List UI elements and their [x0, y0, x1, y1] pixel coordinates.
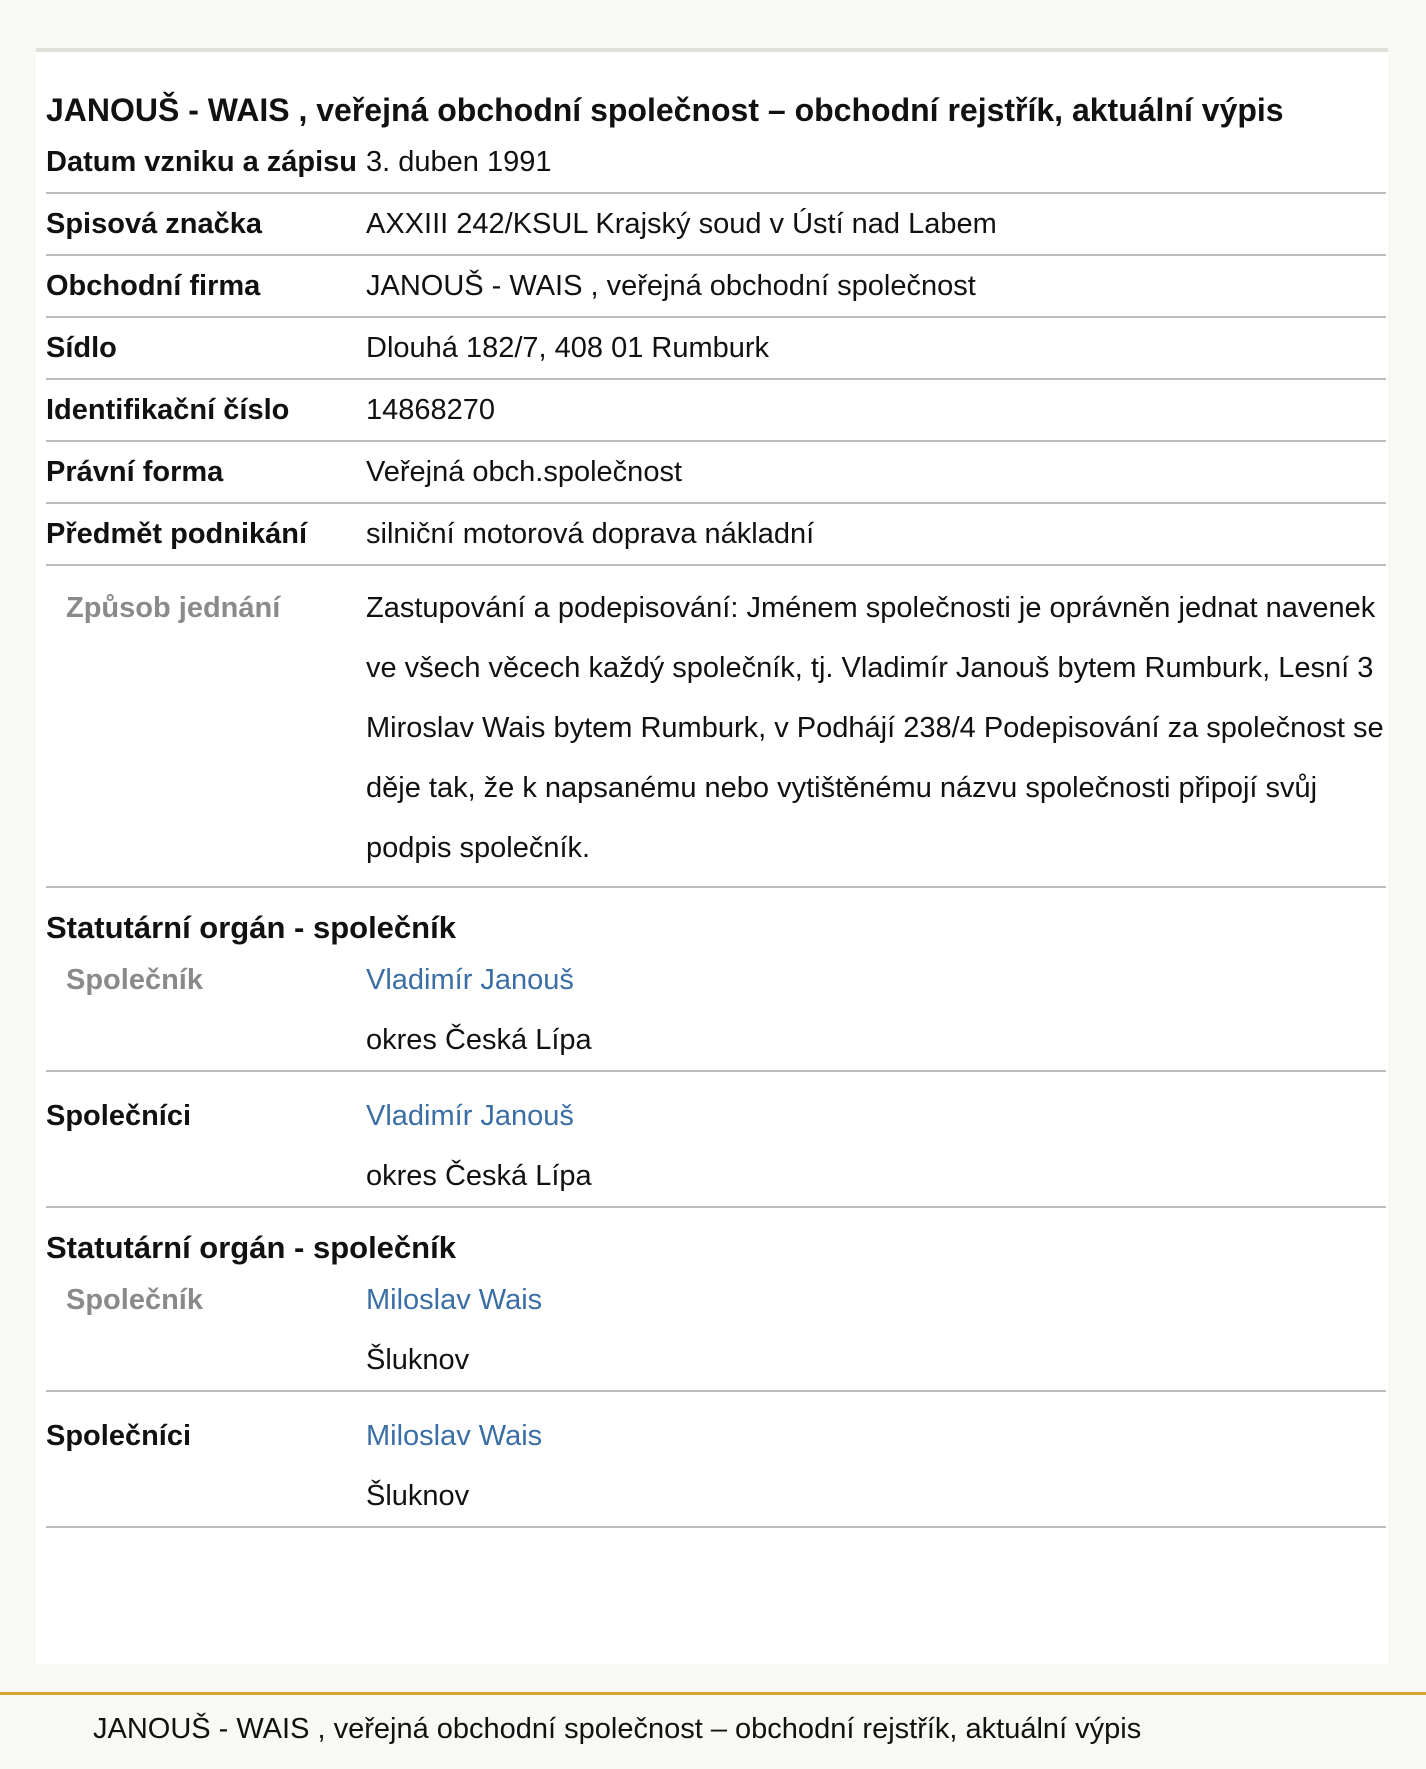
row-value: 14868270 [366, 394, 496, 426]
detail-row-datum [46, 132, 1386, 194]
row-value [366, 1406, 1386, 1526]
detail-row-zpusob-jednani [46, 566, 1386, 888]
row-value: Dlouhá 182/7, 408 01 Rumburk [366, 332, 770, 364]
row-value [366, 1086, 1386, 1206]
person-link[interactable]: Vladimír Janouš [366, 1100, 574, 1132]
person-place: Šluknov [366, 1480, 470, 1512]
row-label: Obchodní firma [46, 270, 261, 302]
section-heading: Statutární orgán - společník [46, 1230, 456, 1265]
footer-title: JANOUŠ - WAIS , veřejná obchodní společnost – obchodní rejstřík, aktuální výpis [93, 1713, 1142, 1745]
person-place: Šluknov [366, 1344, 470, 1376]
page-title: JANOUŠ - WAIS , veřejná obchodní společnost – obchodní rejstřík, aktuální výpis [46, 92, 1284, 128]
detail-row-spisova-znacka [46, 194, 1386, 256]
partners-row [46, 1392, 1386, 1528]
row-label: Předmět podnikání [46, 518, 308, 550]
person-place: okres Česká Lípa [366, 1024, 592, 1056]
row-value: JANOUŠ - WAIS , veřejná obchodní společnost [366, 270, 976, 302]
row-label: Společník [66, 964, 203, 996]
person-link[interactable]: Miloslav Wais [366, 1284, 543, 1316]
row-value: silniční motorová doprava nákladní [366, 518, 815, 550]
detail-row-ico [46, 380, 1386, 442]
partner-row [46, 1270, 1386, 1392]
row-label: Společníci [46, 1420, 192, 1452]
person-place: okres Česká Lípa [366, 1160, 592, 1192]
register-extract-card [36, 48, 1388, 1664]
row-label: Společník [66, 1284, 203, 1316]
detail-row-pravni-forma [46, 442, 1386, 504]
row-value: Veřejná obch.společnost [366, 456, 682, 488]
person-link[interactable]: Vladimír Janouš [366, 964, 574, 996]
content [46, 90, 1386, 1528]
partner-row [46, 950, 1386, 1072]
detail-row-sidlo [46, 318, 1386, 380]
row-label: Sídlo [46, 332, 117, 364]
row-label: Identifikační číslo [46, 394, 290, 426]
row-label: Způsob jednání [66, 592, 281, 624]
detail-row-obchodni-firma [46, 256, 1386, 318]
row-label: Spisová značka [46, 208, 262, 240]
section-heading: Statutární orgán - společník [46, 910, 456, 945]
row-value: AXXIII 242/KSUL Krajský soud v Ústí nad Labem [366, 208, 997, 240]
row-value: 3. duben 1991 [366, 146, 552, 178]
footer [0, 1692, 1426, 1769]
row-label: Právní forma [46, 456, 224, 488]
row-value: Zastupování a podepisování: Jménem společnosti je oprávněn jednat navenek ve všech věcech každý společník, tj. Vladimír Janouš bytem Rumburk, Lesní 3 Miroslav Wais bytem Rumburk, v Podhájí 238/4 Podepisování za společnost se děje tak, že k napsanému nebo vytištěnému názvu společnosti připojí svůj podpis společník. [366, 592, 1384, 864]
row-value [366, 1270, 1386, 1390]
detail-row-predmet-podnikani [46, 504, 1386, 566]
row-label: Datum vzniku a zápisu [46, 146, 358, 178]
row-label: Společníci [46, 1100, 192, 1132]
row-value [366, 950, 1386, 1070]
person-link[interactable]: Miloslav Wais [366, 1420, 543, 1452]
partners-row [46, 1072, 1386, 1208]
